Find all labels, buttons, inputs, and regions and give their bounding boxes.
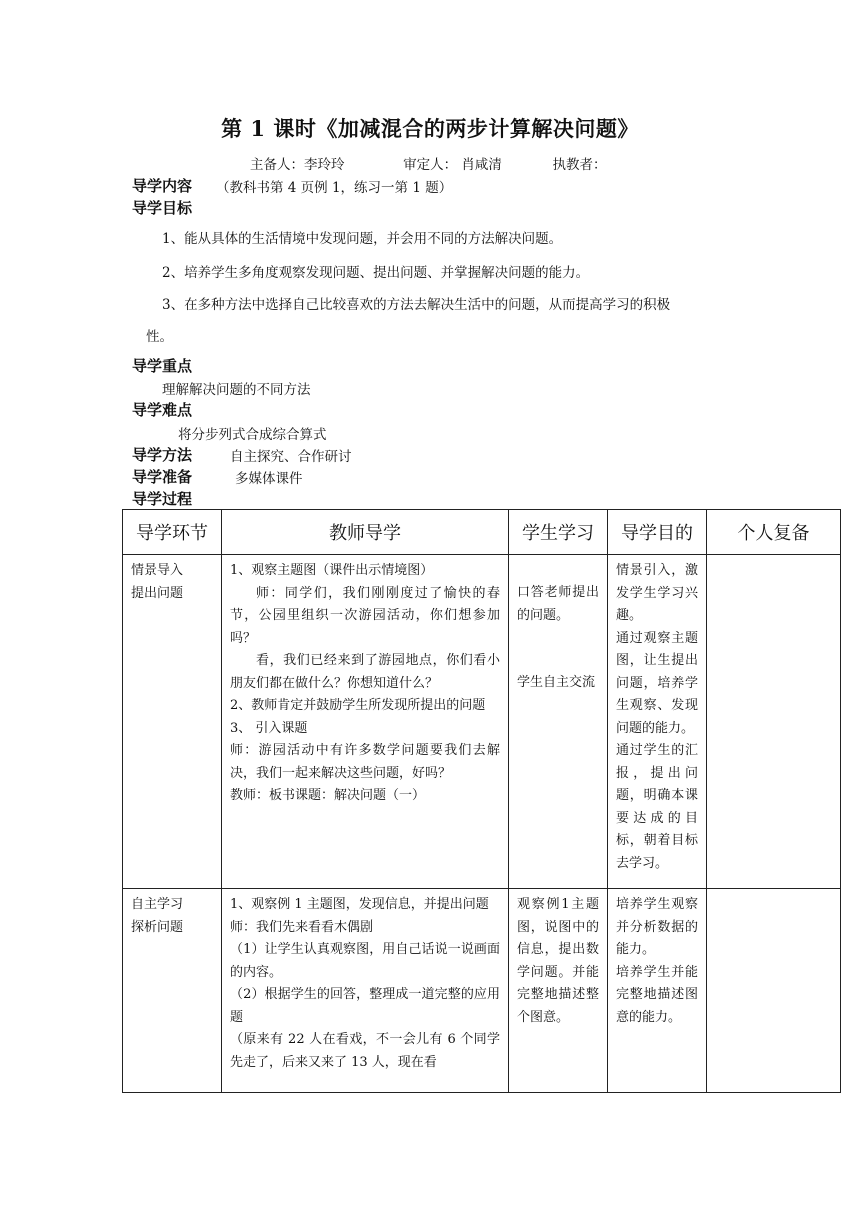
- preparer: 主备人：李玲玲: [250, 157, 345, 173]
- purpose-para: 通过观察主题图，让生提出问题，培养学生观察、发现问题的能力。: [616, 630, 698, 736]
- teacher-para: 看，我们已经来到了游园地点，你们看小朋友们都在做什么？你想知道什么？: [230, 653, 500, 691]
- prep-text: 多媒体课件: [235, 471, 303, 487]
- teacher: 执教者：: [552, 157, 607, 173]
- teacher-para: 1、观察例 1 主题图，发现信息，并提出问题: [230, 897, 489, 912]
- teacher-cell: [222, 555, 509, 889]
- stage-cell: [123, 889, 222, 1093]
- content-label: 导学内容: [132, 177, 193, 195]
- notes-cell: [707, 889, 841, 1093]
- process-label: 导学过程: [132, 490, 193, 508]
- teacher-cell: [222, 889, 509, 1093]
- student-cell: [509, 889, 608, 1093]
- goal-item-2: 2、培养学生多角度观察发现问题、提出问题、并掌握解决问题的能力。: [162, 265, 590, 281]
- notes-cell: [707, 555, 841, 889]
- header-student: 学生学习: [509, 510, 608, 555]
- teacher-para: （1）让学生认真观察图，用自己话说一说画面的内容。: [230, 942, 500, 980]
- header-teacher: 教师导学: [222, 510, 509, 555]
- goal-item-1: 1、能从具体的生活情境中发现问题，并会用不同的方法解决问题。: [162, 231, 563, 247]
- student-para: 学生自主交流: [517, 675, 596, 690]
- teacher-para: （原来有 22 人在看戏，不一会儿有 6 个同学先走了，后来又来了 13 人，现在看: [230, 1032, 500, 1070]
- stage-line: 提出问题: [131, 585, 184, 601]
- student-cell: [509, 555, 608, 889]
- stage-line: 自主学习: [131, 897, 184, 912]
- student-para: 观察例1主题图，说图中的信息，提出数学问题。并能完整地描述整个图意。: [517, 897, 599, 1025]
- key-text: 理解解决问题的不同方法: [162, 382, 311, 398]
- stage-line: 情景导入: [131, 563, 184, 578]
- goals-label: 导学目标: [132, 199, 193, 217]
- content-text: （教科书第 4 页例 1，练习一第 1 题）: [216, 180, 453, 196]
- header-stage: 导学环节: [123, 510, 222, 555]
- goal-item-3: 3、在多种方法中选择自己比较喜欢的方法去解决生活中的问题，从而提高学习的积极: [162, 297, 671, 313]
- purpose-cell: [608, 555, 707, 889]
- teacher-para: 师：游园活动中有许多数学问题要我们去解决，我们一起来解决这些问题，好吗？: [230, 743, 500, 781]
- difficulty-text: 将分步列式合成综合算式: [178, 427, 327, 443]
- teacher-para: （2）根据学生的回答，整理成一道完整的应用题: [230, 987, 500, 1025]
- method-text: 自主探究、合作研讨: [230, 449, 352, 465]
- stage-line: 探析问题: [131, 919, 184, 935]
- teacher-para: 1、观察主题图（课件出示情境图）: [230, 563, 434, 578]
- header-notes: 个人复备: [707, 510, 841, 555]
- teacher-para: 师：我们先来看看木偶剧: [230, 919, 374, 935]
- goal-item-3-cont: 性。: [146, 329, 173, 345]
- purpose-cell: [608, 889, 707, 1093]
- method-label: 导学方法: [132, 446, 193, 464]
- teacher-para: 3、 引入课题: [230, 720, 308, 736]
- purpose-para: 培养学生并能完整地描述图意的能力。: [616, 964, 698, 1025]
- purpose-para: 培养学生观察并分析数据的能力。: [616, 897, 698, 957]
- staff-line: [250, 153, 606, 173]
- table-row: [123, 889, 841, 1093]
- student-para: 口答老师提出的问题。: [517, 585, 599, 623]
- page-title: 第 1 课时《加减混合的两步计算解决问题》: [221, 116, 639, 141]
- teacher-para: 师：同学们，我们刚刚度过了愉快的春节，公园里组织一次游园活动，你们想参加吗？: [230, 585, 500, 646]
- stage-cell: [123, 555, 222, 889]
- reviewer: 审定人： 肖咸清: [403, 157, 502, 173]
- purpose-para: 情景引入，激发学生学习兴趣。: [616, 563, 698, 623]
- header-purpose: 导学目的: [608, 510, 707, 555]
- table-row: [123, 555, 841, 889]
- key-label: 导学重点: [132, 357, 193, 375]
- purpose-para: 通过学生的汇报，提出问题，明确本课要达成的目标，朝着目标去学习。: [616, 743, 698, 871]
- lesson-table: [122, 509, 841, 1093]
- difficulty-label: 导学难点: [132, 401, 193, 419]
- table-header-row: [123, 510, 841, 555]
- teacher-para: 教师：板书课题：解决问题（一）: [230, 788, 426, 803]
- prep-label: 导学准备: [132, 468, 193, 486]
- teacher-para: 2、教师肯定并鼓励学生所发现所提出的问题: [230, 698, 486, 713]
